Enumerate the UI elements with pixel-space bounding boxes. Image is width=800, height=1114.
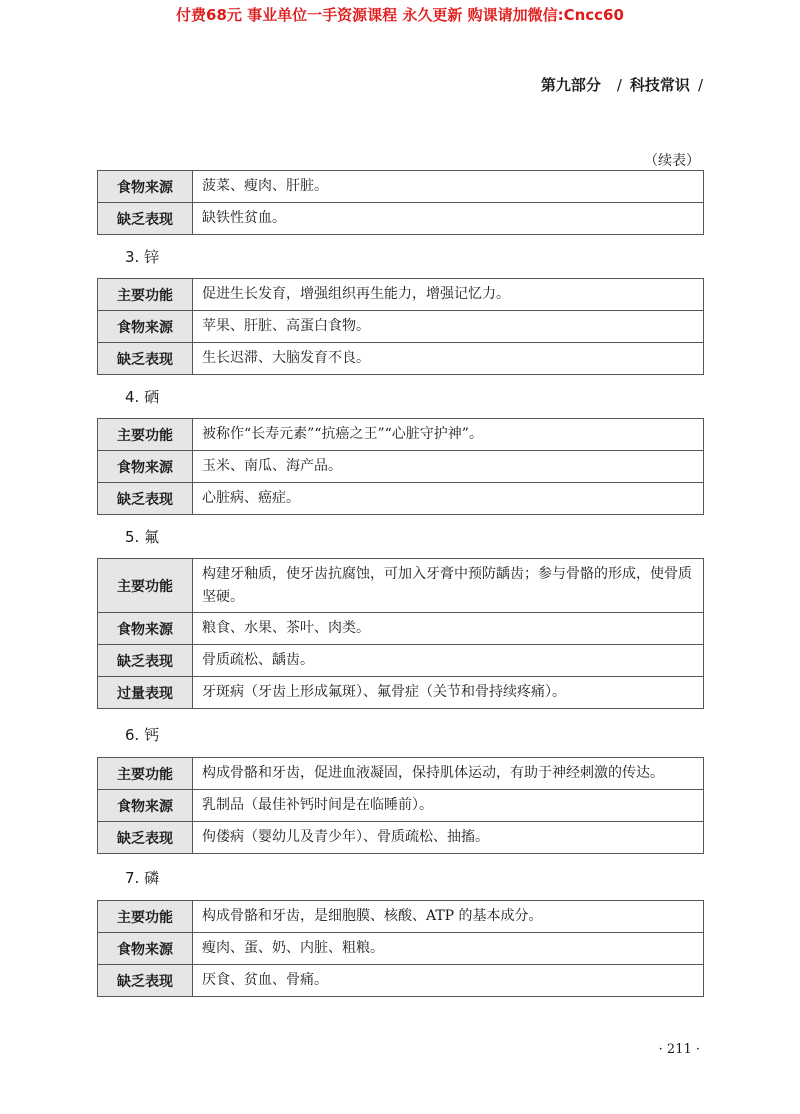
row-key: 食物来源	[98, 933, 193, 965]
row-value: 构成骨骼和牙齿，促进血液凝固，保持肌体运动，有助于神经刺激的传达。	[193, 758, 704, 790]
row-key: 主要功能	[98, 901, 193, 933]
running-header	[541, 74, 703, 95]
table-row	[98, 645, 704, 677]
table-row	[98, 483, 704, 515]
row-key: 缺乏表现	[98, 343, 193, 375]
calcium-table	[97, 757, 704, 854]
table-row	[98, 279, 704, 311]
zinc-table	[97, 278, 704, 375]
row-key: 食物来源	[98, 790, 193, 822]
row-value: 心脏病、癌症。	[193, 483, 704, 515]
row-value: 骨质疏松、龋齿。	[193, 645, 704, 677]
table-row	[98, 758, 704, 790]
table-row	[98, 451, 704, 483]
continued-note: （续表）	[644, 153, 700, 169]
row-key: 缺乏表现	[98, 645, 193, 677]
table-row	[98, 311, 704, 343]
section-title-phosphorus: 7. 磷	[125, 869, 160, 887]
selenium-table	[97, 418, 704, 515]
row-value: 构成骨骼和牙齿，是细胞膜、核酸、ATP 的基本成分。	[193, 901, 704, 933]
row-value: 生长迟滞、大脑发育不良。	[193, 343, 704, 375]
row-key: 主要功能	[98, 279, 193, 311]
table-row	[98, 203, 704, 235]
row-key: 缺乏表现	[98, 483, 193, 515]
row-value: 缺铁性贫血。	[193, 203, 704, 235]
page-number: · 211 ·	[658, 1042, 700, 1057]
header-part: 第九部分	[540, 76, 601, 94]
section-title-calcium: 6. 钙	[125, 726, 160, 744]
table-row	[98, 965, 704, 997]
watermark-banner: 付费68元 事业单位一手资源课程 永久更新 购课请加微信:Cncc60	[176, 6, 624, 24]
section-title-selenium: 4. 硒	[125, 388, 160, 406]
table-row	[98, 933, 704, 965]
table-row	[98, 343, 704, 375]
row-key: 主要功能	[98, 559, 193, 613]
header-topic: 科技常识	[629, 76, 690, 94]
section-title-fluorine: 5. 氟	[125, 528, 160, 546]
table-row	[98, 822, 704, 854]
row-value: 苹果、肝脏、高蛋白食物。	[193, 311, 704, 343]
row-value: 乳制品（最佳补钙时间是在临睡前）。	[193, 790, 704, 822]
row-key: 主要功能	[98, 758, 193, 790]
header-separator: /	[616, 76, 622, 94]
table-row	[98, 613, 704, 645]
row-value: 菠菜、瘦肉、肝脏。	[193, 171, 704, 203]
table-row	[98, 559, 704, 613]
row-key: 食物来源	[98, 451, 193, 483]
section-title-zinc: 3. 锌	[125, 248, 160, 266]
row-value: 佝偻病（婴幼儿及青少年）、骨质疏松、抽搐。	[193, 822, 704, 854]
row-key: 食物来源	[98, 613, 193, 645]
row-value: 促进生长发育，增强组织再生能力，增强记忆力。	[193, 279, 704, 311]
row-value: 被称作“长寿元素”“抗癌之王”“心脏守护神”。	[193, 419, 704, 451]
row-value: 厌食、贫血、骨痛。	[193, 965, 704, 997]
table-row	[98, 419, 704, 451]
row-key: 食物来源	[98, 311, 193, 343]
row-key: 过量表现	[98, 677, 193, 709]
table-row	[98, 901, 704, 933]
table-row	[98, 171, 704, 203]
row-value: 构建牙釉质，使牙齿抗腐蚀，可加入牙膏中预防龋齿；参与骨骼的形成，使骨质坚硬。	[193, 559, 704, 613]
row-value: 粮食、水果、茶叶、肉类。	[193, 613, 704, 645]
row-value: 玉米、南瓜、海产品。	[193, 451, 704, 483]
iron-table	[97, 170, 704, 235]
header-separator-end: /	[697, 76, 703, 94]
row-key: 缺乏表现	[98, 203, 193, 235]
table-row	[98, 790, 704, 822]
row-value: 瘦肉、蛋、奶、内脏、粗粮。	[193, 933, 704, 965]
row-key: 食物来源	[98, 171, 193, 203]
row-key: 主要功能	[98, 419, 193, 451]
table-row	[98, 677, 704, 709]
phosphorus-table	[97, 900, 704, 997]
row-key: 缺乏表现	[98, 965, 193, 997]
fluorine-table	[97, 558, 704, 709]
row-key: 缺乏表现	[98, 822, 193, 854]
row-value: 牙斑病（牙齿上形成氟斑）、氟骨症（关节和骨持续疼痛）。	[193, 677, 704, 709]
